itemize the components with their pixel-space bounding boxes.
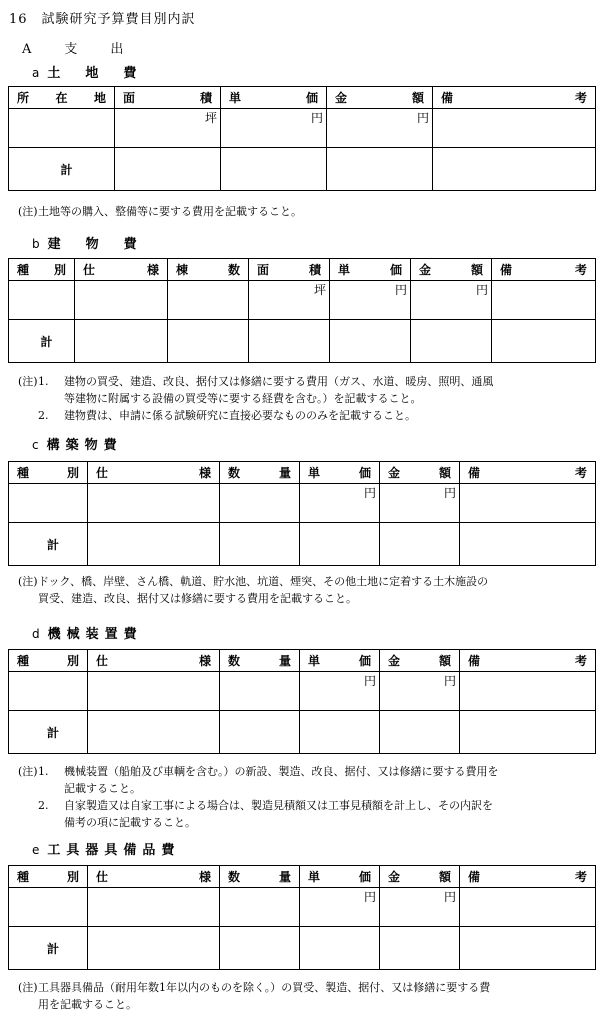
column-header <box>168 259 249 281</box>
column-header-label: 種 別 <box>17 466 79 480</box>
column-header <box>220 650 300 672</box>
section-title-text: 機械装置費 <box>47 627 143 642</box>
unit-label: 円 <box>443 674 456 688</box>
column-header-label: 金 額 <box>419 263 483 277</box>
total-cell[interactable] <box>492 320 596 363</box>
table-header-row <box>9 259 596 281</box>
unit-label: 円 <box>475 283 488 297</box>
note-line <box>18 373 493 390</box>
total-cell[interactable] <box>88 523 220 566</box>
entry-cell[interactable] <box>88 888 220 927</box>
column-header-label: 面 積 <box>257 263 321 277</box>
column-header-label: 仕 様 <box>96 466 211 480</box>
table-entry-row <box>9 484 596 523</box>
note-mark: (注) <box>18 205 38 218</box>
table-total-row <box>9 927 596 970</box>
column-header-label: 単 価 <box>308 466 371 480</box>
column-header-label: 単 価 <box>338 263 402 277</box>
total-label-cell <box>9 711 88 754</box>
section-letter: d <box>32 627 40 641</box>
note-line <box>18 407 493 424</box>
column-header <box>9 650 88 672</box>
column-header-label: 単 価 <box>308 870 371 884</box>
expense-table-a <box>8 86 596 191</box>
section-title-b <box>32 233 143 252</box>
unit-label: 坪 <box>204 111 217 125</box>
total-label-cell <box>9 320 75 363</box>
column-header-label: 仕 様 <box>96 870 211 884</box>
column-header <box>88 866 220 888</box>
note-line <box>18 763 499 780</box>
column-header-label: 仕 様 <box>83 263 159 277</box>
unit-label: 円 <box>363 486 376 500</box>
note-mark: (注) <box>18 981 38 994</box>
total-label-cell <box>9 523 88 566</box>
entry-cell[interactable] <box>221 109 327 148</box>
entry-cell[interactable] <box>330 281 411 320</box>
total-cell[interactable] <box>433 148 596 191</box>
column-header-label: 数 量 <box>228 870 291 884</box>
column-header <box>380 866 460 888</box>
column-header <box>221 87 327 109</box>
note-number: 1. <box>38 375 49 388</box>
column-header <box>88 462 220 484</box>
entry-cell[interactable] <box>300 672 380 711</box>
note-text: 建物の買受、建造、改良、据付又は修繕に要する費用（ガス、水道、暖房、照明、通風 <box>64 375 494 388</box>
column-header-label: 仕 様 <box>96 654 211 668</box>
note-number: 2. <box>38 409 49 422</box>
note-text: 買受、建造、改良、据付又は修繕に要する費用を記載すること。 <box>38 592 357 605</box>
entry-cell[interactable] <box>300 888 380 927</box>
column-header <box>9 87 115 109</box>
total-label-cell <box>9 148 115 191</box>
section-title-text: 工具器具備品費 <box>47 843 181 858</box>
section-letter: b <box>32 237 40 251</box>
entry-cell[interactable] <box>75 281 168 320</box>
entry-cell[interactable] <box>460 484 596 523</box>
column-header-label: 面 積 <box>123 91 212 105</box>
entry-cell[interactable] <box>9 888 88 927</box>
entry-cell[interactable] <box>380 888 460 927</box>
table-entry-row <box>9 281 596 320</box>
column-header-label: 数 量 <box>228 654 291 668</box>
column-header <box>460 866 596 888</box>
entry-cell[interactable] <box>433 109 596 148</box>
entry-cell[interactable] <box>9 672 88 711</box>
expenditure-heading: A 支 出 <box>22 42 134 57</box>
note-line <box>18 390 493 407</box>
total-cell[interactable] <box>168 320 249 363</box>
section-note-c <box>18 573 488 607</box>
total-cell[interactable] <box>220 523 300 566</box>
note-mark: (注) <box>18 765 38 778</box>
expense-table-e <box>8 865 596 970</box>
column-header-label: 単 価 <box>229 91 318 105</box>
unit-label: 円 <box>443 486 456 500</box>
column-header <box>300 866 380 888</box>
total-cell[interactable] <box>300 523 380 566</box>
expense-table-b <box>8 258 596 363</box>
section-title-c <box>32 434 123 453</box>
expense-table-d <box>8 649 596 754</box>
total-cell[interactable] <box>460 711 596 754</box>
note-line <box>18 797 499 814</box>
note-text: 工具器具備品（耐用年数1年以内のものを除く。）の買受、製造、据付、又は修繕に要する費 <box>38 981 491 994</box>
note-text: 備考の項に記載すること。 <box>64 816 196 829</box>
total-cell[interactable] <box>300 927 380 970</box>
table-header-row <box>9 650 596 672</box>
entry-cell[interactable] <box>411 281 492 320</box>
section-letter: e <box>32 843 40 857</box>
section-note-b <box>18 373 493 424</box>
total-label: 計 <box>60 162 73 177</box>
total-cell[interactable] <box>249 320 330 363</box>
total-label-cell <box>9 927 88 970</box>
column-header <box>411 259 492 281</box>
unit-label: 円 <box>394 283 407 297</box>
entry-cell[interactable] <box>492 281 596 320</box>
note-text: 記載すること。 <box>64 782 141 795</box>
note-line <box>18 814 499 831</box>
entry-cell[interactable] <box>249 281 330 320</box>
column-header <box>300 462 380 484</box>
table-entry-row <box>9 888 596 927</box>
note-number: 2. <box>38 799 49 812</box>
column-header-label: 金 額 <box>388 654 451 668</box>
entry-cell[interactable] <box>327 109 433 148</box>
entry-cell[interactable] <box>115 109 221 148</box>
column-header <box>380 650 460 672</box>
section-title-d <box>32 623 143 642</box>
note-text: ドック、橋、岸壁、さん橋、軌道、貯水池、坑道、煙突、その他土地に定着する土木施設の <box>38 575 489 588</box>
table-header-row <box>9 462 596 484</box>
note-line <box>18 573 488 590</box>
note-text: 用を記載すること。 <box>38 998 137 1011</box>
section-title-text: 構築物費 <box>46 438 123 453</box>
note-number: 1. <box>38 765 49 778</box>
column-header <box>330 259 411 281</box>
section-letter: a <box>32 66 40 80</box>
entry-cell[interactable] <box>9 281 75 320</box>
note-line <box>18 780 499 797</box>
total-cell[interactable] <box>380 711 460 754</box>
column-header-label: 種 別 <box>17 870 79 884</box>
total-cell[interactable] <box>220 711 300 754</box>
column-header-label: 備 考 <box>500 263 587 277</box>
column-header-label: 備 考 <box>468 870 587 884</box>
table-entry-row <box>9 672 596 711</box>
table-total-row <box>9 711 596 754</box>
total-cell[interactable] <box>327 148 433 191</box>
total-cell[interactable] <box>300 711 380 754</box>
column-header <box>220 462 300 484</box>
column-header-label: 備 考 <box>468 654 587 668</box>
note-text: 等建物に附属する設備の買受等に要する経費を含む。）を記載すること。 <box>64 392 422 405</box>
total-cell[interactable] <box>88 711 220 754</box>
total-cell[interactable] <box>460 523 596 566</box>
unit-label: 円 <box>363 674 376 688</box>
total-cell[interactable] <box>75 320 168 363</box>
note-line <box>18 203 302 220</box>
entry-cell[interactable] <box>220 888 300 927</box>
total-label: 計 <box>46 725 59 740</box>
total-cell[interactable] <box>330 320 411 363</box>
table-total-row <box>9 523 596 566</box>
column-header <box>9 462 88 484</box>
total-cell[interactable] <box>380 523 460 566</box>
total-cell[interactable] <box>115 148 221 191</box>
column-header <box>75 259 168 281</box>
entry-cell[interactable] <box>88 484 220 523</box>
column-header <box>9 259 75 281</box>
entry-cell[interactable] <box>460 672 596 711</box>
note-text: 土地等の購入、整備等に要する費用を記載すること。 <box>38 205 302 218</box>
total-cell[interactable] <box>460 927 596 970</box>
column-header-label: 種 別 <box>17 654 79 668</box>
column-header-label: 数 量 <box>228 466 291 480</box>
total-label: 計 <box>40 334 53 349</box>
table-header-row <box>9 866 596 888</box>
column-header <box>220 866 300 888</box>
section-title-text: 土 地 費 <box>47 66 143 81</box>
column-header-label: 金 額 <box>388 466 451 480</box>
total-cell[interactable] <box>411 320 492 363</box>
table-total-row <box>9 148 596 191</box>
total-cell[interactable] <box>88 927 220 970</box>
unit-label: 円 <box>443 890 456 904</box>
column-header <box>433 87 596 109</box>
entry-cell[interactable] <box>168 281 249 320</box>
entry-cell[interactable] <box>380 672 460 711</box>
column-header <box>115 87 221 109</box>
column-header <box>249 259 330 281</box>
entry-cell[interactable] <box>460 888 596 927</box>
table-entry-row <box>9 109 596 148</box>
column-header-label: 備 考 <box>441 91 587 105</box>
document-title: 16 試験研究予算費目別内訳 <box>9 12 196 27</box>
unit-label: 円 <box>416 111 429 125</box>
column-header-label: 金 額 <box>335 91 424 105</box>
column-header-label: 所 在 地 <box>17 91 106 105</box>
column-header <box>88 650 220 672</box>
entry-cell[interactable] <box>220 672 300 711</box>
column-header-label: 種 別 <box>17 263 66 277</box>
section-note-d <box>18 763 499 831</box>
table-total-row <box>9 320 596 363</box>
unit-label: 円 <box>363 890 376 904</box>
column-header <box>380 462 460 484</box>
total-cell[interactable] <box>220 927 300 970</box>
entry-cell[interactable] <box>9 109 115 148</box>
unit-label: 円 <box>310 111 323 125</box>
total-label: 計 <box>46 537 59 552</box>
column-header <box>460 650 596 672</box>
column-header <box>9 866 88 888</box>
note-text: 建物費は、申請に係る試験研究に直接必要なもののみを記載すること。 <box>64 409 416 422</box>
note-text: 自家製造又は自家工事による場合は、製造見積額又は工事見積額を計上し、その内訳を <box>64 799 493 812</box>
column-header-label: 金 額 <box>388 870 451 884</box>
note-line <box>18 996 490 1013</box>
section-title-text: 建 物 費 <box>47 237 143 252</box>
entry-cell[interactable] <box>380 484 460 523</box>
entry-cell[interactable] <box>88 672 220 711</box>
column-header <box>327 87 433 109</box>
section-letter: c <box>32 438 39 452</box>
note-text: 機械装置（船舶及び車輌を含む。）の新設、製造、改良、据付、又は修繕に要する費用を <box>64 765 499 778</box>
column-header-label: 単 価 <box>308 654 371 668</box>
note-line <box>18 979 490 996</box>
note-mark: (注) <box>18 375 38 388</box>
entry-cell[interactable] <box>220 484 300 523</box>
column-header-label: 棟 数 <box>176 263 240 277</box>
section-title-a <box>32 62 142 81</box>
column-header <box>492 259 596 281</box>
total-cell[interactable] <box>380 927 460 970</box>
note-line <box>18 590 488 607</box>
table-header-row <box>9 87 596 109</box>
total-cell[interactable] <box>221 148 327 191</box>
section-title-e <box>32 839 180 858</box>
section-note-a <box>18 203 302 220</box>
note-mark: (注) <box>18 575 38 588</box>
entry-cell[interactable] <box>300 484 380 523</box>
column-header <box>460 462 596 484</box>
column-header-label: 備 考 <box>468 466 587 480</box>
expense-table-c <box>8 461 596 566</box>
column-header <box>300 650 380 672</box>
section-note-e <box>18 979 490 1013</box>
entry-cell[interactable] <box>9 484 88 523</box>
total-label: 計 <box>46 941 59 956</box>
unit-label: 坪 <box>313 283 326 297</box>
